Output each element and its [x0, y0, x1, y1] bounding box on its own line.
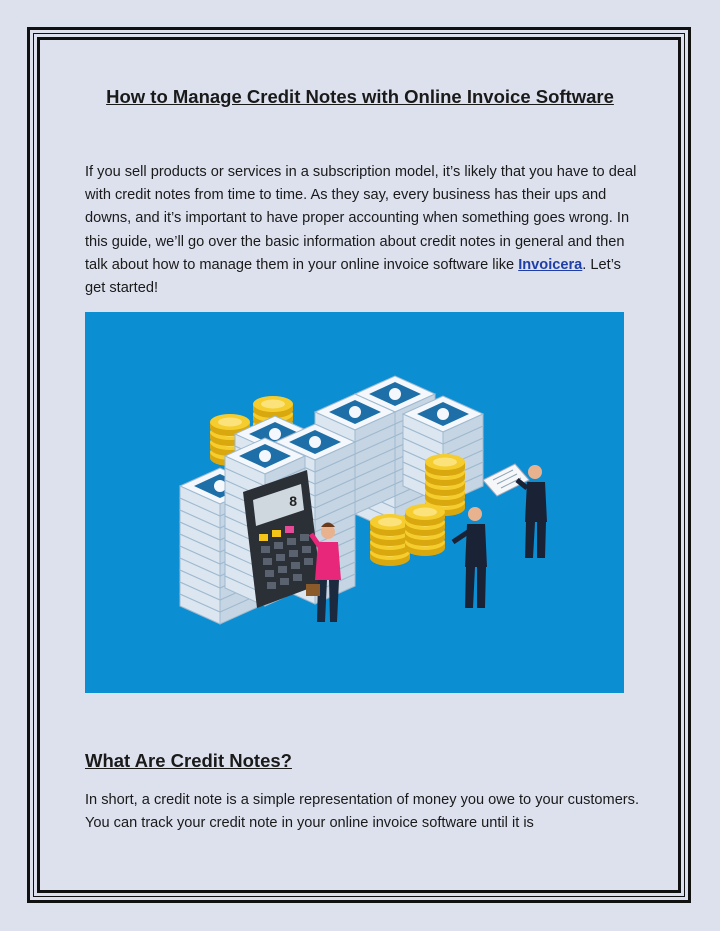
person-carrying-coins [453, 507, 487, 608]
section-heading: What Are Credit Notes? [85, 750, 292, 771]
intro-text-end: . Let’s get started! [85, 256, 621, 297]
intro-paragraph [85, 161, 645, 300]
invoicera-link[interactable]: Invoicera [518, 256, 583, 273]
credit-notes-illustration [85, 312, 624, 693]
document-title: How to Manage Credit Notes with Online Invoice Software [106, 86, 614, 107]
calculator-display-digit: 8 [289, 493, 297, 509]
intro-text: If you sell products or services in a subscription model, it’s likely that you have to deal with credit notes from time to time. As they say, every business has their ups and downs, and it’s important to have proper accounting when something goes wrong. In this guide, we’ll go over the basic information about credit notes in general and then talk about how to manage them in your online invoice software like [85, 164, 637, 273]
illustration-art [85, 312, 624, 693]
person-holding-document [483, 464, 547, 558]
section-paragraph: In short, a credit note is a simple representation of money you owe to your customers. You can track your credit note in your online invoice software until it is [85, 792, 640, 832]
